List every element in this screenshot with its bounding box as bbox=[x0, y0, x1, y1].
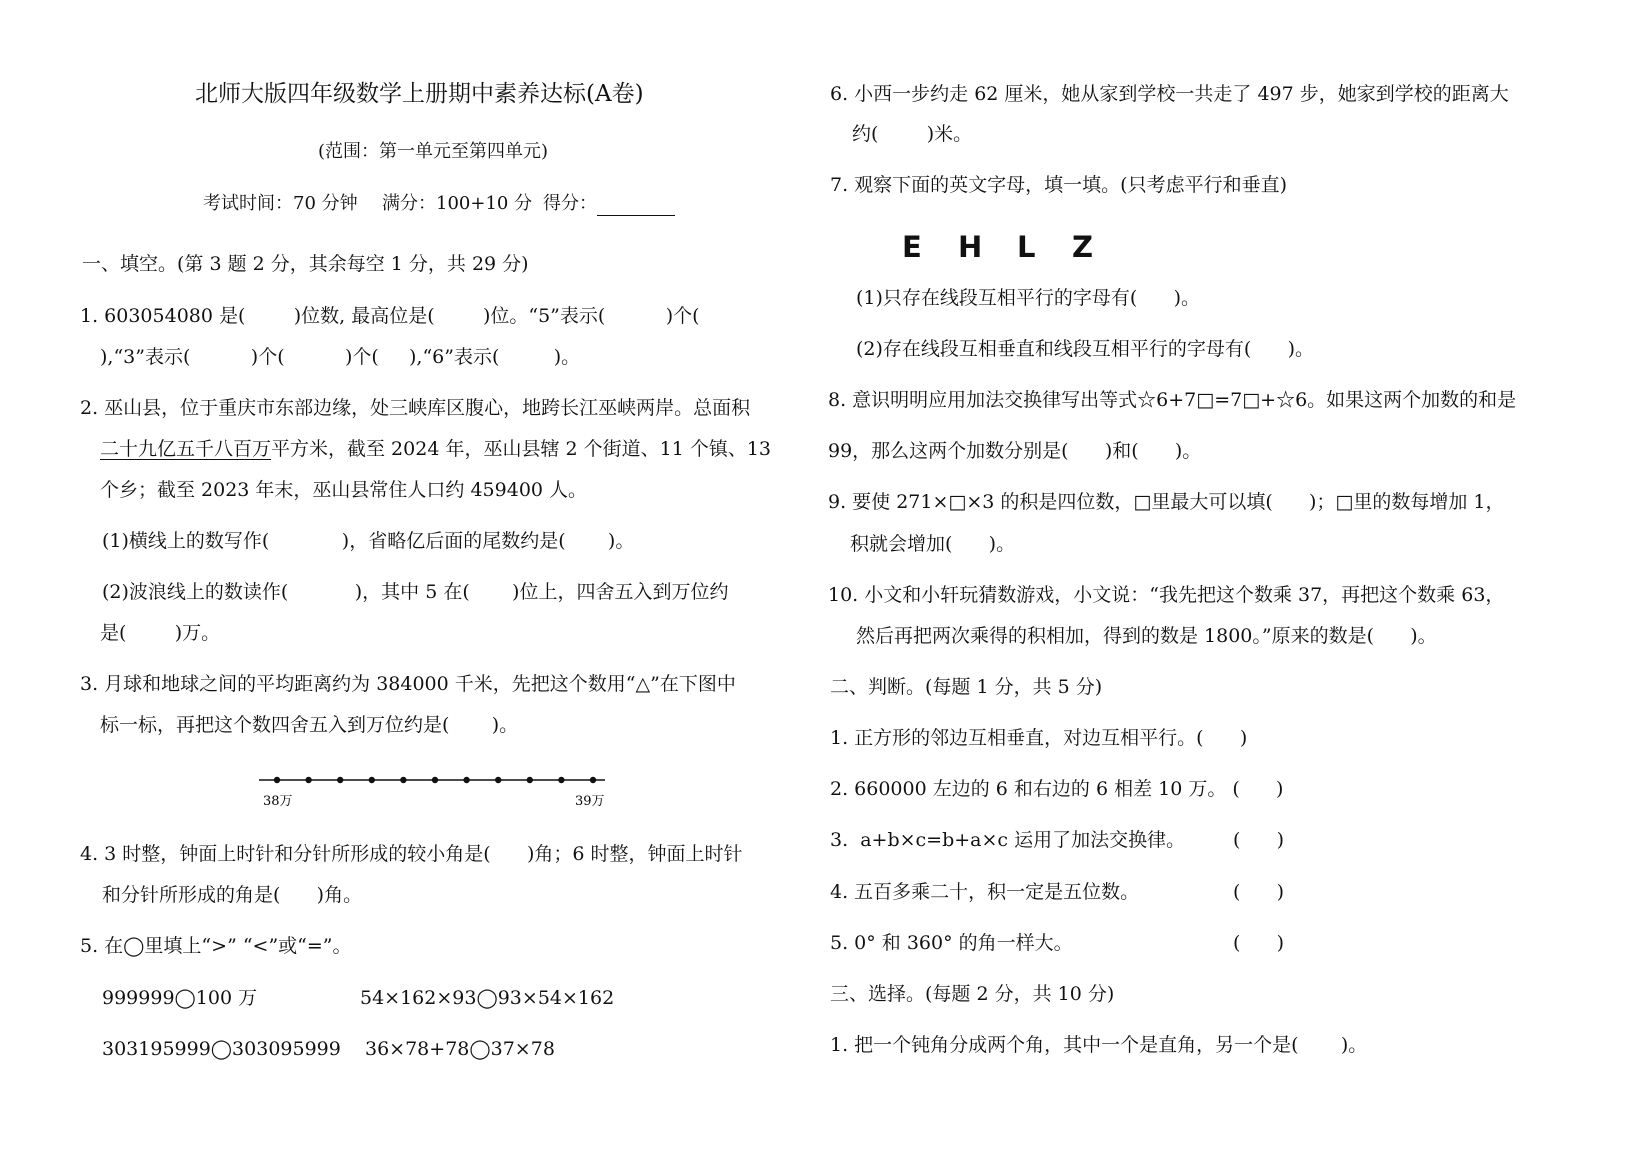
q1-line2: ),“3”表示( )个( )个( ),“6”表示( )。 bbox=[100, 346, 581, 368]
page-title: 北师大版四年级数学上册期中素养达标(A卷) bbox=[195, 81, 644, 107]
section-fill-blank: 一、填空。(第 3 题 2 分，其余每空 1 分，共 29 分) bbox=[82, 253, 529, 275]
q6-line1: 6. 小西一步约走 62 厘米，她从家到学校一共走了 497 步，她家到学校的距离大 bbox=[830, 83, 1509, 105]
q2-line2-rest: 平方米，截至 2024 年，巫山县辖 2 个街道、11 个镇、13 bbox=[271, 438, 772, 460]
letter-h: H bbox=[958, 230, 983, 264]
q8-line2: 99，那么这两个加数分别是( )和( )。 bbox=[828, 440, 1202, 462]
q5-compare-b: 54×162×93◯93×54×162 bbox=[360, 987, 615, 1009]
q4-line1: 4. 3 时整，钟面上时针和分针所形成的较小角是( )角；6 时整，钟面上时针 bbox=[80, 843, 743, 865]
q5-compare-d: 36×78+78◯37×78 bbox=[365, 1038, 555, 1060]
q9-line2: 积就会增加( )。 bbox=[850, 533, 1016, 555]
q8-line1: 8. 意识明明应用加法交换律写出等式☆6+7□=7□+☆6。如果这两个加数的和是 bbox=[828, 389, 1517, 411]
number-line-point bbox=[527, 777, 533, 783]
number-line-point bbox=[369, 777, 375, 783]
judge-2: 2. 660000 左边的 6 和右边的 6 相差 10 万。 ( ) bbox=[830, 778, 1284, 800]
judge-5-paren[interactable]: ( ) bbox=[1233, 932, 1285, 954]
q7-sub1: (1)只存在线段互相平行的字母有( )。 bbox=[856, 287, 1200, 309]
score-label: 得分： bbox=[543, 193, 597, 214]
full-score: 满分：100+10 分 bbox=[382, 193, 533, 214]
judge-3-paren[interactable]: ( ) bbox=[1233, 829, 1285, 851]
exam-time: 考试时间：70 分钟 bbox=[203, 193, 358, 214]
q2-sub2-line2: 是( )万。 bbox=[100, 622, 221, 644]
section-choice: 三、选择。(每题 2 分，共 10 分) bbox=[830, 983, 1115, 1005]
letter-l: L bbox=[1017, 230, 1036, 264]
q7-sub2: (2)存在线段互相垂直和线段互相平行的字母有( )。 bbox=[856, 338, 1314, 360]
q5-compare-c: 303195999◯303095999 bbox=[102, 1038, 341, 1060]
q3-line2: 标一标，再把这个数四舍五入到万位约是( )。 bbox=[100, 714, 519, 736]
judge-1: 1. 正方形的邻边互相垂直，对边互相平行。( ) bbox=[830, 727, 1248, 749]
q5-line: 5. 在◯里填上“>” “<”或“=”。 bbox=[80, 935, 352, 957]
letter-e: E bbox=[902, 230, 922, 264]
number-line-point bbox=[590, 777, 596, 783]
q1-line1: 1. 603054080 是( )位数, 最高位是( )位。“5”表示( )个( bbox=[80, 305, 700, 327]
number-line-point bbox=[463, 777, 469, 783]
q2-line3: 个乡；截至 2023 年末，巫山县常住人口约 459400 人。 bbox=[100, 479, 588, 501]
judge-4: 4. 五百多乘二十，积一定是五位数。 bbox=[830, 881, 1140, 903]
number-line-point bbox=[400, 777, 406, 783]
q2-sub2: (2)波浪线上的数读作( )，其中 5 在( )位上，四舍五入到万位约 bbox=[102, 581, 729, 603]
q2-underlined-number: 二十九亿五千八百万 bbox=[100, 438, 272, 460]
q6-line2: 约( )米。 bbox=[852, 123, 973, 145]
number-line-point bbox=[305, 777, 311, 783]
number-line-point bbox=[495, 777, 501, 783]
number-line-point bbox=[432, 777, 438, 783]
score-field[interactable] bbox=[543, 192, 675, 216]
q5-compare-a: 999999◯100 万 bbox=[102, 987, 258, 1009]
number-line-start-label: 38万 bbox=[263, 794, 293, 809]
number-line-point bbox=[337, 777, 343, 783]
q10-line2: 然后再把两次乘得的积相加，得到的数是 1800。”原来的数是( )。 bbox=[856, 625, 1437, 647]
q3-line1: 3. 月球和地球之间的平均距离约为 384000 千米，先把这个数用“△”在下图中 bbox=[80, 673, 736, 695]
q4-line2: 和分针所形成的角是( )角。 bbox=[102, 884, 363, 906]
judge-5: 5. 0° 和 360° 的角一样大。 bbox=[830, 932, 1073, 954]
score-blank[interactable] bbox=[597, 195, 675, 216]
choice-1: 1. 把一个钝角分成两个角，其中一个是直角，另一个是( )。 bbox=[830, 1034, 1368, 1056]
q2-line2 bbox=[100, 437, 771, 461]
q2-sub1: (1)横线上的数写作( )，省略亿后面的尾数约是( )。 bbox=[102, 530, 635, 552]
number-line-point bbox=[274, 777, 280, 783]
letter-z: Z bbox=[1072, 230, 1094, 264]
scope-text: (范围：第一单元至第四单元) bbox=[318, 141, 549, 162]
q2-line1: 2. 巫山县，位于重庆市东部边缘，处三峡库区腹心，地跨长江巫峡两岸。总面积 bbox=[80, 397, 751, 419]
judge-3: 3. a+b×c=b+a×c 运用了加法交换律。 bbox=[830, 829, 1186, 851]
number-line-end-label: 39万 bbox=[575, 794, 605, 809]
section-judge: 二、判断。(每题 1 分，共 5 分) bbox=[830, 676, 1103, 698]
number-line bbox=[255, 760, 615, 810]
judge-4-paren[interactable]: ( ) bbox=[1233, 881, 1285, 903]
number-line-point bbox=[558, 777, 564, 783]
q7-line: 7. 观察下面的英文字母，填一填。(只考虑平行和垂直) bbox=[830, 174, 1287, 196]
q10-line1: 10. 小文和小轩玩猜数游戏，小文说：“我先把这个数乘 37，再把这个数乘 63， bbox=[828, 584, 1505, 606]
q9-line1: 9. 要使 271×□×3 的积是四位数，□里最大可以填( )；□里的数每增加 1， bbox=[828, 491, 1505, 513]
